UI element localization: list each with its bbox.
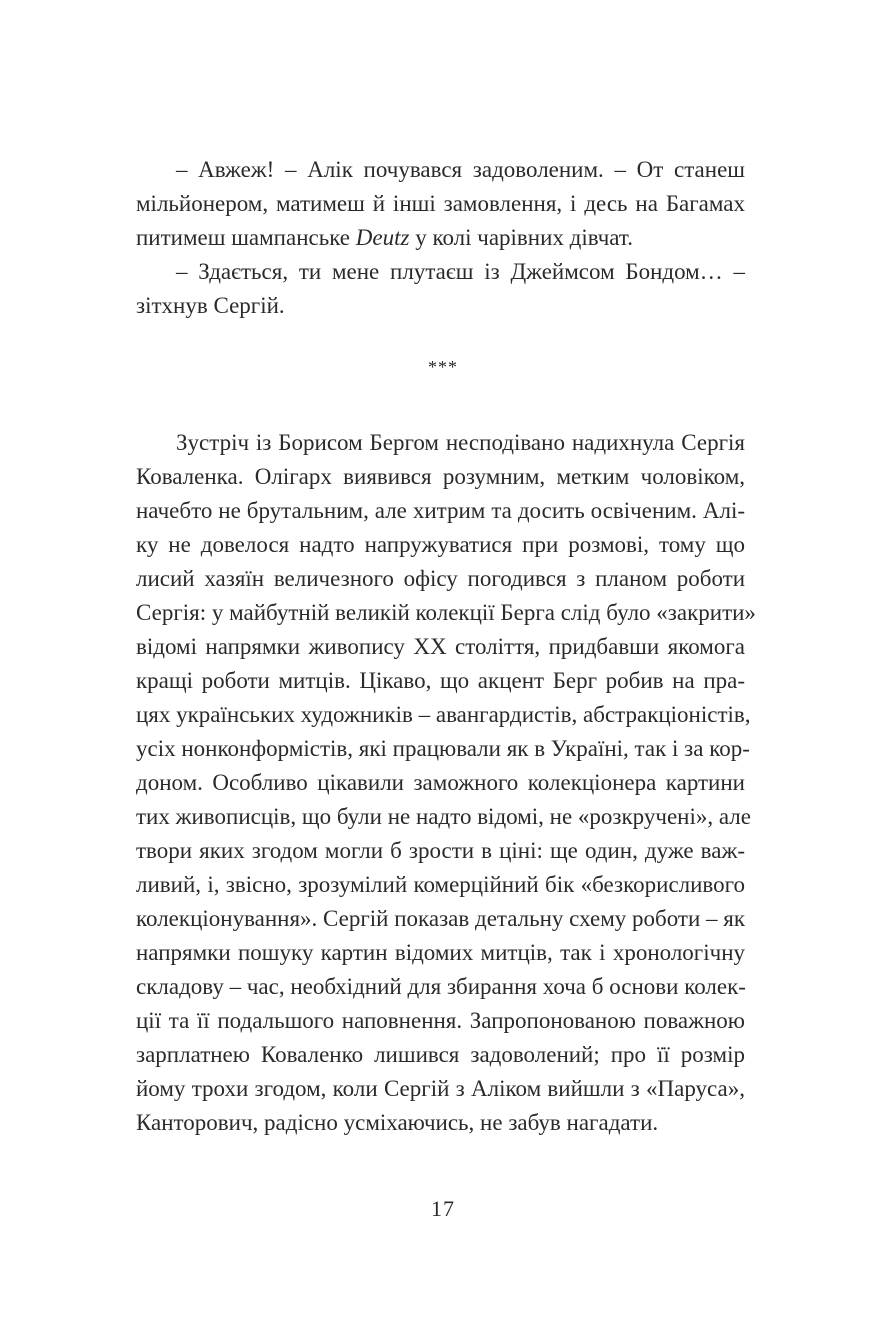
body-line: твори яких згодом могли б зрости в ціні: ще один, дуже важ- [136,838,745,863]
body-line: кращі роботи митців. Цікаво, що акцент Берг робив на пра- [136,668,745,693]
body-line: Сергія: у майбутній великій колекції Берга слід було «закрити» [136,600,756,625]
body-line: ції та її подальшого наповнення. Запропонованою поважною [136,1008,745,1033]
body-line: складову – час, необхідний для збирання хоча б основи колек- [136,974,746,999]
body-line: ку не довелося надто напружуватися при розмові, тому що [136,532,745,557]
body-line: Канторович, радісно усміхаючись, не забув нагадати. [136,1110,659,1135]
body-line: усіх нонконформістів, які працювали як в Україні, так і за кор- [136,736,750,761]
body-line: колекціонування». Сергій показав детальну схему роботи – як [136,906,746,931]
body-line: напрямки пошуку картин відомих митців, так і хронологічну [136,940,745,965]
brand-name-italic: Deutz [355,225,410,250]
body-paragraph [136,426,756,1140]
body-line: лисий хазяїн величезного офісу погодився з планом роботи [136,566,745,591]
body-line: Коваленка. Олігарх виявився розумним, метким чоловіком, [136,464,745,489]
dialogue-line: мільйонером, матимеш й інші замовлення, і десь на Багамах [136,191,745,216]
section-separator: *** [428,357,458,377]
body-line: відомі напрямки живопису ХХ століття, придбавши якомога [136,634,745,659]
dialogue-line: зітхнув Сергій. [136,293,285,318]
body-line: доном. Особливо цікавили заможного колекціонера картини [136,770,745,795]
dialogue-line [136,221,745,255]
dialogue-block [136,153,745,323]
body-line: зарплатнею Коваленко лишився задоволений; про її розмір [136,1042,745,1067]
body-line: ливий, і, звісно, зрозумілий комерційний бік «безкорисливого [136,872,745,897]
body-line: начебто не брутальним, але хитрим та досить освіченим. Алі- [136,498,745,523]
page-number: 17 [431,1196,455,1221]
text-run: у колі чарівних дівчат. [409,225,633,250]
body-line: Зустріч із Борисом Бергом несподівано надихнула Сергія [176,430,745,455]
dialogue-line: – Авжеж! – Алік почувався задоволеним. – От станеш [176,157,745,182]
dialogue-line: – Здається, ти мене плутаєш із Джеймсом Бондом… – [176,259,745,284]
body-line: цях українських художників – авангардистів, абстракціоністів, [136,702,751,727]
text-run: питимеш шампанське [136,225,356,250]
body-line: йому трохи згодом, коли Сергій з Аліком вийшли з «Паруса», [136,1076,745,1101]
body-line: тих живописців, що були не надто відомі, не «розкручені», але [136,804,751,829]
